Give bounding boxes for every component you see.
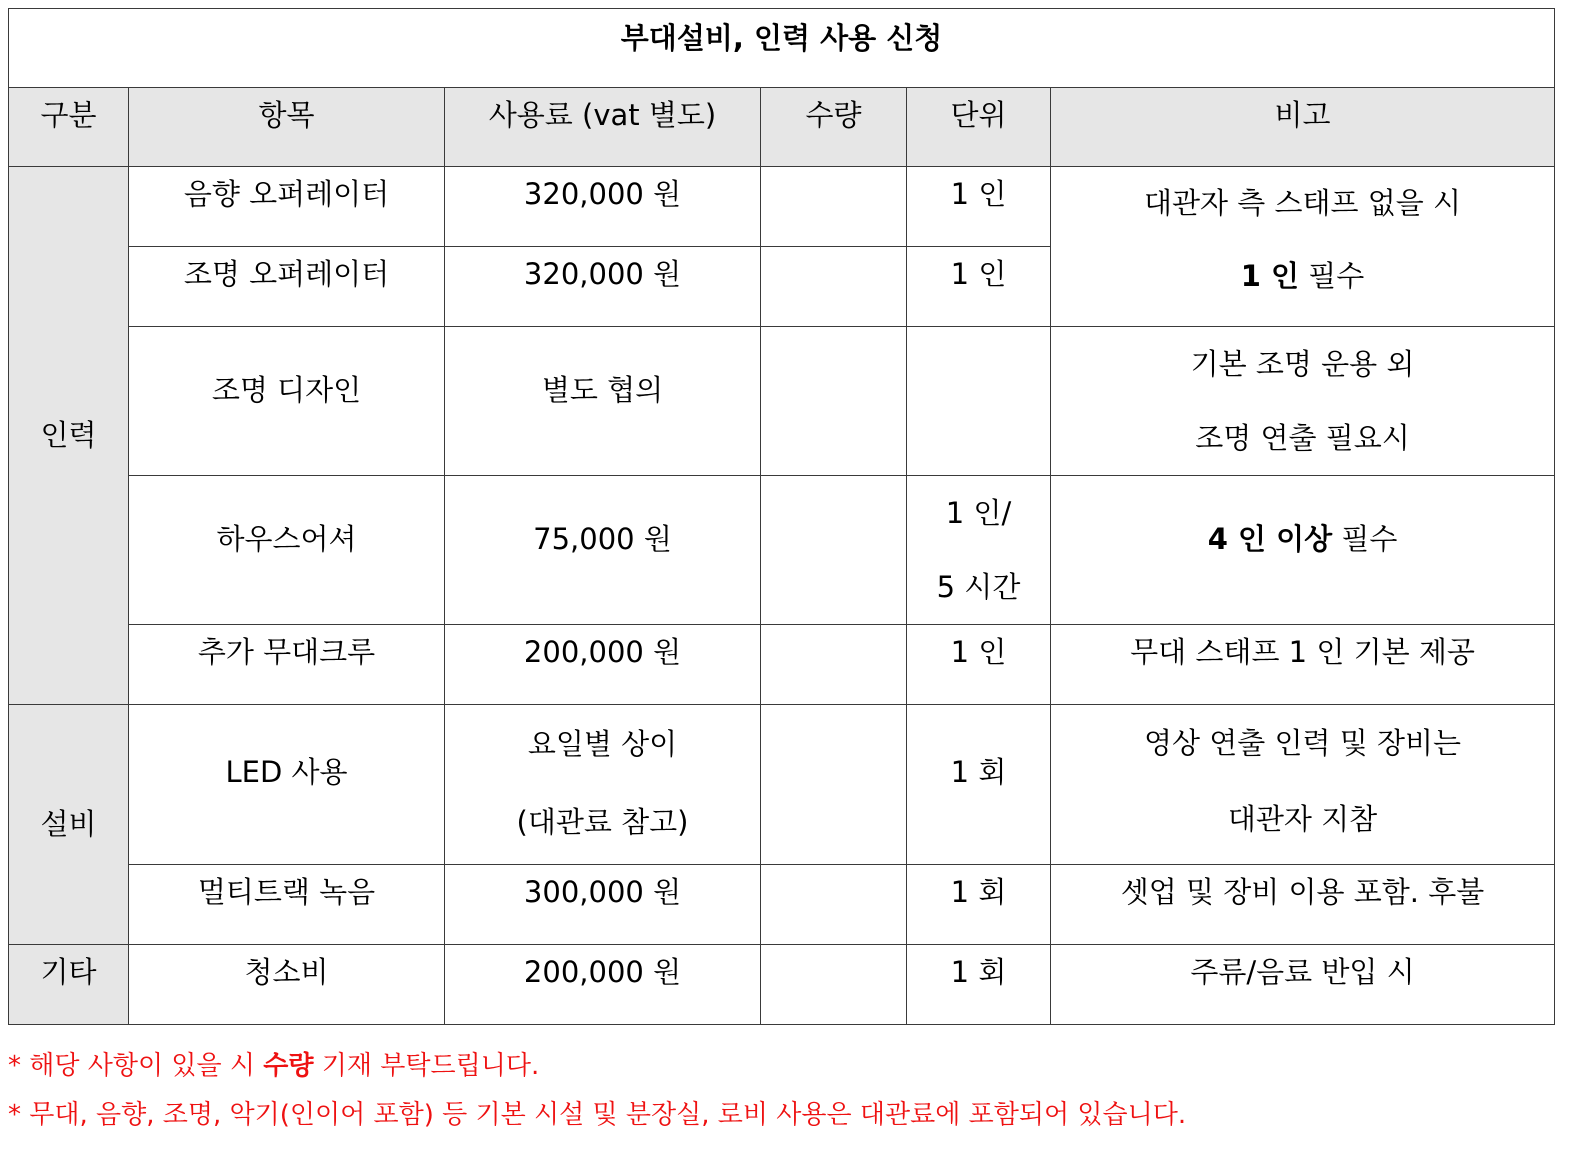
fee-cell: 별도 협의 <box>445 327 761 476</box>
category-other: 기타 <box>9 945 129 1025</box>
unit-line: 5 시간 <box>936 570 1021 604</box>
note-quantity <box>8 1045 539 1082</box>
header-quantity: 수량 <box>761 88 907 167</box>
unit-cell: 1 회 <box>907 865 1051 945</box>
remarks-bold: 4 인 이상 <box>1207 521 1333 556</box>
unit-cell: 1 회 <box>907 945 1051 1025</box>
table-row <box>9 327 1555 476</box>
header-category: 구분 <box>9 88 129 167</box>
table-row <box>9 865 1555 945</box>
remarks-line: 대관자 측 스태프 없을 시 <box>1144 186 1462 220</box>
fee-cell: 200,000 원 <box>445 625 761 705</box>
table-title: 부대설비, 인력 사용 신청 <box>9 9 1555 88</box>
fee-cell: 200,000 원 <box>445 945 761 1025</box>
quantity-input-cell[interactable] <box>761 167 907 247</box>
note-bold: 수량 <box>263 1051 314 1081</box>
table-row <box>9 705 1555 865</box>
unit-cell: 1 인 <box>907 247 1051 327</box>
table-row <box>9 167 1555 247</box>
usage-application-table <box>8 8 1555 1025</box>
remarks-operators <box>1051 167 1555 327</box>
remarks-usher <box>1051 476 1555 625</box>
item-cell: 청소비 <box>129 945 445 1025</box>
note-text: 기재 부탁드립니다. <box>313 1051 540 1081</box>
item-cell: LED 사용 <box>129 705 445 865</box>
remarks-line: 대관자 지참 <box>1227 802 1378 836</box>
fee-cell: 320,000 원 <box>445 167 761 247</box>
unit-line: 1 인/ <box>945 496 1012 530</box>
table-row <box>9 476 1555 625</box>
remarks-led <box>1051 705 1555 865</box>
quantity-input-cell[interactable] <box>761 945 907 1025</box>
quantity-input-cell[interactable] <box>761 865 907 945</box>
unit-cell <box>907 476 1051 625</box>
remarks-line: 영상 연출 인력 및 장비는 <box>1144 726 1462 760</box>
fee-cell: 75,000 원 <box>445 476 761 625</box>
unit-cell: 1 회 <box>907 705 1051 865</box>
note-text: * 해당 사항이 있을 시 <box>8 1051 264 1081</box>
remarks-design <box>1051 327 1555 476</box>
fee-line: (대관료 참고) <box>516 805 689 839</box>
fee-cell: 300,000 원 <box>445 865 761 945</box>
item-cell: 조명 오퍼레이터 <box>129 247 445 327</box>
header-fee: 사용료 (vat 별도) <box>445 88 761 167</box>
remarks-line: 필수 <box>1332 521 1398 556</box>
header-item: 항목 <box>129 88 445 167</box>
item-cell: 음향 오퍼레이터 <box>129 167 445 247</box>
header-row <box>9 88 1555 167</box>
fee-cell: 320,000 원 <box>445 247 761 327</box>
remarks-bold: 1 인 <box>1240 259 1300 293</box>
quantity-input-cell[interactable] <box>761 247 907 327</box>
category-manpower: 인력 <box>9 167 129 705</box>
quantity-input-cell[interactable] <box>761 476 907 625</box>
fee-line: 요일별 상이 <box>527 727 678 761</box>
category-equipment: 설비 <box>9 705 129 945</box>
remarks-line: 필수 <box>1299 259 1365 293</box>
quantity-input-cell[interactable] <box>761 327 907 476</box>
remarks-line: 기본 조명 운용 외 <box>1190 347 1415 381</box>
quantity-input-cell[interactable] <box>761 705 907 865</box>
unit-cell: 1 인 <box>907 167 1051 247</box>
item-cell: 추가 무대크루 <box>129 625 445 705</box>
header-remarks: 비고 <box>1051 88 1555 167</box>
note-included: * 무대, 음향, 조명, 악기(인이어 포함) 등 기본 시설 및 분장실, 로비 사용은 대관료에 포함되어 있습니다. <box>8 1100 1187 1130</box>
item-cell: 조명 디자인 <box>129 327 445 476</box>
remarks-cleaning: 주류/음료 반입 시 <box>1051 945 1555 1025</box>
unit-cell <box>907 327 1051 476</box>
fee-cell <box>445 705 761 865</box>
item-cell: 하우스어셔 <box>129 476 445 625</box>
quantity-input-cell[interactable] <box>761 625 907 705</box>
remarks-line: 조명 연출 필요시 <box>1195 421 1410 455</box>
remarks-crew: 무대 스태프 1 인 기본 제공 <box>1051 625 1555 705</box>
item-cell: 멀티트랙 녹음 <box>129 865 445 945</box>
header-unit: 단위 <box>907 88 1051 167</box>
remarks-multitrack: 셋업 및 장비 이용 포함. 후불 <box>1051 865 1555 945</box>
unit-cell: 1 인 <box>907 625 1051 705</box>
table-row <box>9 945 1555 1025</box>
table-row <box>9 625 1555 705</box>
